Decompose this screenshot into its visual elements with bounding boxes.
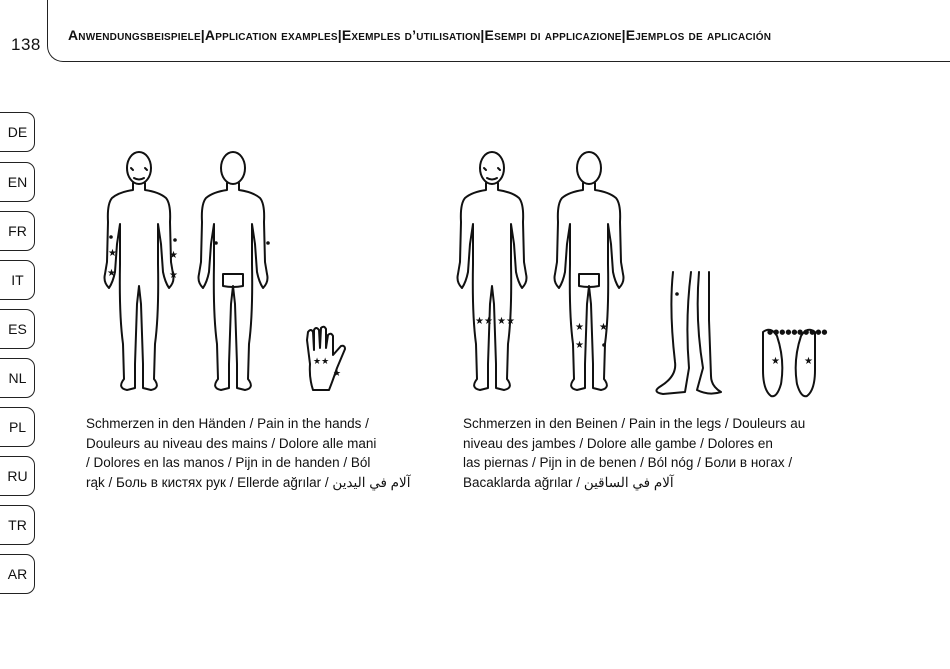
svg-text:★: ★ xyxy=(169,250,178,261)
caption-line: rąk / Боль в кистях рук / Ellerde ağrılar / آلام في اليدين xyxy=(86,474,411,490)
caption-line: las piernas / Pijn in de benen / Ból nóg / Боли в ногах / xyxy=(463,455,793,471)
hands-pain-illustration xyxy=(95,140,365,402)
svg-text:●●●●●: ●●●●● xyxy=(767,328,798,336)
caption-line: Schmerzen in den Beinen / Pain in the legs / Douleurs au xyxy=(463,416,806,431)
tab-de[interactable] xyxy=(0,112,35,152)
svg-text:★: ★ xyxy=(107,268,116,279)
caption-line: / Dolores en las manos / Pijn in de handen / Ból xyxy=(86,455,371,471)
svg-text:★: ★ xyxy=(599,322,608,333)
face-icon xyxy=(484,168,500,180)
face-icon xyxy=(131,168,147,180)
back-figure-legs xyxy=(555,152,624,390)
page-number: 138 xyxy=(11,35,41,54)
tab-label: IT xyxy=(11,272,24,288)
svg-text:★: ★ xyxy=(771,356,780,367)
svg-text:★★: ★★ xyxy=(497,316,515,327)
tab-label: EN xyxy=(7,174,28,190)
svg-text:★: ★ xyxy=(575,340,584,351)
legs-pain-illustration xyxy=(445,140,845,402)
svg-text:★★: ★★ xyxy=(313,357,330,367)
svg-text:★: ★ xyxy=(169,270,178,281)
tab-nl[interactable] xyxy=(0,358,35,398)
svg-text:★: ★ xyxy=(575,322,584,333)
svg-text:★: ★ xyxy=(108,248,117,259)
tab-en[interactable] xyxy=(0,162,35,202)
tab-label: RU xyxy=(7,468,28,484)
tab-label: FR xyxy=(8,223,27,239)
tab-ar[interactable] xyxy=(0,554,35,594)
tab-ru[interactable] xyxy=(0,456,35,496)
caption-line: Douleurs au niveau des mains / Dolore alle mani xyxy=(86,435,377,451)
svg-text:★: ★ xyxy=(333,369,342,379)
tab-label: PL xyxy=(8,419,27,435)
tab-fr[interactable] xyxy=(0,211,35,251)
caption-legs xyxy=(463,414,805,492)
tab-label: ES xyxy=(8,321,27,337)
tab-label: DE xyxy=(7,124,28,140)
tab-pl[interactable] xyxy=(0,407,35,447)
legs-side-icon xyxy=(656,272,721,394)
tab-es[interactable] xyxy=(0,309,35,349)
caption-hands xyxy=(86,414,411,492)
svg-text:★: ★ xyxy=(804,356,813,367)
caption-line: niveau des jambes / Dolore alle gambe / Dolores en xyxy=(463,435,773,451)
svg-text:●●●●●: ●●●●● xyxy=(797,328,828,336)
tab-label: NL xyxy=(8,370,27,386)
front-figure-legs xyxy=(458,152,527,390)
tab-tr[interactable] xyxy=(0,505,35,545)
back-figure-hands xyxy=(199,152,268,390)
tab-label: AR xyxy=(7,566,28,582)
tab-it[interactable] xyxy=(0,260,35,300)
header-title: Anwendungsbeispiele|Application examples|Exemples d’utilisation|Esempi di applicazione|Ejemplos de aplicación xyxy=(68,27,772,43)
caption-line: Schmerzen in den Händen / Pain in the hands / xyxy=(86,416,369,431)
caption-line: Bacaklarda ağrılar / آلام في الساقين xyxy=(463,474,674,490)
tab-label: TR xyxy=(8,517,27,533)
svg-text:★★: ★★ xyxy=(475,316,493,327)
